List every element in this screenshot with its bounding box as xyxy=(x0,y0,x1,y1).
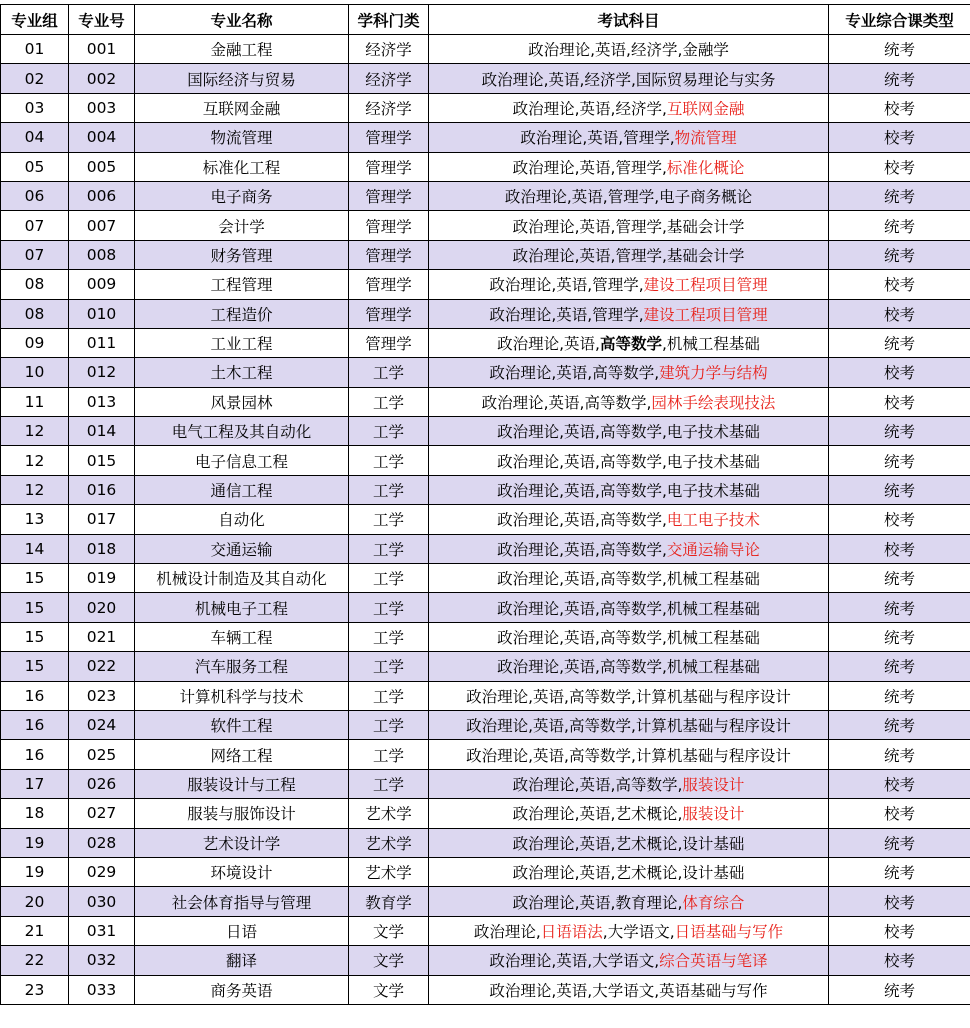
cell-category: 工学 xyxy=(349,681,429,710)
table-row xyxy=(1,35,970,64)
subject-text: 政治理论,英语,大学语文,英语基础与写作 xyxy=(489,981,768,1000)
cell-major-name: 翻译 xyxy=(135,946,349,975)
cell-major-name: 日语 xyxy=(135,916,349,945)
subject-school-exam: 电工电子技术 xyxy=(666,511,760,530)
cell-group: 15 xyxy=(1,622,69,651)
subject-school-exam: 服装设计 xyxy=(682,805,745,824)
cell-subjects xyxy=(429,828,829,857)
subject-text: 政治理论,英语,高等数学, xyxy=(497,540,667,559)
cell-major-name: 风景园林 xyxy=(135,387,349,416)
cell-category: 文学 xyxy=(349,975,429,1004)
cell-major-name: 软件工程 xyxy=(135,710,349,739)
cell-course-type: 统考 xyxy=(829,64,970,93)
cell-course-type: 统考 xyxy=(829,710,970,739)
cell-category: 管理学 xyxy=(349,299,429,328)
cell-category: 管理学 xyxy=(349,270,429,299)
cell-major-name: 环境设计 xyxy=(135,857,349,886)
cell-course-type: 统考 xyxy=(829,446,970,475)
cell-code: 031 xyxy=(69,916,135,945)
cell-code: 010 xyxy=(69,299,135,328)
cell-course-type: 统考 xyxy=(829,328,970,357)
subject-text: 政治理论,英语,管理学, xyxy=(489,276,644,295)
subject-school-exam: 建筑力学与结构 xyxy=(659,364,768,383)
subject-text: 政治理论,英语,高等数学, xyxy=(497,511,667,530)
cell-code: 021 xyxy=(69,622,135,651)
cell-code: 023 xyxy=(69,681,135,710)
cell-major-name: 金融工程 xyxy=(135,35,349,64)
cell-category: 工学 xyxy=(349,593,429,622)
cell-major-name: 交通运输 xyxy=(135,534,349,563)
cell-major-name: 工程管理 xyxy=(135,270,349,299)
cell-group: 10 xyxy=(1,358,69,387)
cell-subjects xyxy=(429,299,829,328)
cell-course-type: 校考 xyxy=(829,799,970,828)
cell-category: 工学 xyxy=(349,740,429,769)
cell-code: 030 xyxy=(69,887,135,916)
cell-code: 005 xyxy=(69,152,135,181)
subject-text: ,机械工程基础 xyxy=(661,335,760,354)
subject-text: 政治理论,英语,高等数学,电子技术基础 xyxy=(497,452,760,471)
cell-code: 003 xyxy=(69,93,135,122)
cell-subjects xyxy=(429,857,829,886)
cell-course-type: 校考 xyxy=(829,358,970,387)
cell-major-name: 艺术设计学 xyxy=(135,828,349,857)
cell-group: 07 xyxy=(1,211,69,240)
cell-category: 管理学 xyxy=(349,211,429,240)
cell-major-name: 网络工程 xyxy=(135,740,349,769)
cell-subjects xyxy=(429,887,829,916)
cell-subjects xyxy=(429,328,829,357)
cell-code: 025 xyxy=(69,740,135,769)
cell-category: 工学 xyxy=(349,652,429,681)
cell-major-name: 电气工程及其自动化 xyxy=(135,417,349,446)
table-row xyxy=(1,417,970,446)
cell-category: 工学 xyxy=(349,769,429,798)
cell-course-type: 统考 xyxy=(829,211,970,240)
cell-course-type: 校考 xyxy=(829,534,970,563)
subject-text: 政治理论,英语,高等数学,机械工程基础 xyxy=(497,658,760,677)
cell-code: 001 xyxy=(69,35,135,64)
cell-major-name: 土木工程 xyxy=(135,358,349,387)
subject-text: 政治理论,英语,管理学, xyxy=(512,158,667,177)
cell-group: 01 xyxy=(1,35,69,64)
cell-group: 17 xyxy=(1,769,69,798)
cell-subjects xyxy=(429,417,829,446)
cell-subjects xyxy=(429,975,829,1004)
table-row xyxy=(1,622,970,651)
cell-code: 008 xyxy=(69,240,135,269)
cell-course-type: 统考 xyxy=(829,475,970,504)
table-row xyxy=(1,740,970,769)
subject-text: 政治理论,英语,管理学,基础会计学 xyxy=(512,217,745,236)
table-row xyxy=(1,93,970,122)
subject-school-exam: 互联网金融 xyxy=(666,99,745,118)
cell-subjects xyxy=(429,916,829,945)
cell-major-name: 国际经济与贸易 xyxy=(135,64,349,93)
cell-group: 18 xyxy=(1,799,69,828)
cell-major-name: 车辆工程 xyxy=(135,622,349,651)
cell-major-name: 通信工程 xyxy=(135,475,349,504)
table-row xyxy=(1,358,970,387)
subject-text: 政治理论,英语,教育理论, xyxy=(512,893,683,912)
table-row xyxy=(1,769,970,798)
cell-group: 19 xyxy=(1,828,69,857)
cell-subjects xyxy=(429,505,829,534)
subject-text: 政治理论,英语,经济学, xyxy=(512,99,667,118)
cell-category: 管理学 xyxy=(349,152,429,181)
table-row xyxy=(1,593,970,622)
cell-major-name: 机械电子工程 xyxy=(135,593,349,622)
cell-group: 16 xyxy=(1,681,69,710)
cell-subjects xyxy=(429,358,829,387)
cell-course-type: 统考 xyxy=(829,564,970,593)
table-row xyxy=(1,710,970,739)
table-row xyxy=(1,681,970,710)
cell-course-type: 统考 xyxy=(829,240,970,269)
subject-text: 政治理论,英语,艺术概论, xyxy=(512,805,683,824)
cell-course-type: 统考 xyxy=(829,652,970,681)
cell-subjects xyxy=(429,475,829,504)
table-row xyxy=(1,475,970,504)
cell-code: 026 xyxy=(69,769,135,798)
subject-text: 政治理论,英语,管理学, xyxy=(489,305,644,324)
subject-school-exam: 交通运输导论 xyxy=(666,540,760,559)
cell-group: 21 xyxy=(1,916,69,945)
subject-text: 政治理论, xyxy=(473,922,541,941)
cell-code: 027 xyxy=(69,799,135,828)
subject-text: 政治理论,英语,高等数学,机械工程基础 xyxy=(497,599,760,618)
subject-text: 政治理论,英语,高等数学,计算机基础与程序设计 xyxy=(466,687,791,706)
cell-group: 09 xyxy=(1,328,69,357)
cell-course-type: 校考 xyxy=(829,123,970,152)
cell-category: 经济学 xyxy=(349,64,429,93)
table-row xyxy=(1,446,970,475)
cell-group: 15 xyxy=(1,652,69,681)
cell-major-name: 互联网金融 xyxy=(135,93,349,122)
majors-table xyxy=(0,4,970,1005)
subject-emphasis: 高等数学 xyxy=(599,335,662,354)
cell-code: 013 xyxy=(69,387,135,416)
table-row xyxy=(1,887,970,916)
cell-course-type: 校考 xyxy=(829,887,970,916)
cell-major-name: 工业工程 xyxy=(135,328,349,357)
subject-school-exam: 服装设计 xyxy=(682,775,745,794)
cell-major-name: 财务管理 xyxy=(135,240,349,269)
cell-major-name: 物流管理 xyxy=(135,123,349,152)
subject-school-exam: 物流管理 xyxy=(674,129,737,148)
cell-category: 工学 xyxy=(349,534,429,563)
cell-group: 14 xyxy=(1,534,69,563)
subject-text: 政治理论,英语,经济学,金融学 xyxy=(528,41,729,60)
cell-category: 工学 xyxy=(349,358,429,387)
table-row xyxy=(1,152,970,181)
cell-category: 教育学 xyxy=(349,887,429,916)
table-row xyxy=(1,534,970,563)
table-row xyxy=(1,564,970,593)
cell-subjects xyxy=(429,270,829,299)
cell-major-name: 商务英语 xyxy=(135,975,349,1004)
cell-code: 024 xyxy=(69,710,135,739)
subject-text: 政治理论,英语,高等数学, xyxy=(489,364,660,383)
cell-category: 艺术学 xyxy=(349,857,429,886)
table-row xyxy=(1,916,970,945)
cell-code: 017 xyxy=(69,505,135,534)
cell-category: 工学 xyxy=(349,505,429,534)
cell-group: 07 xyxy=(1,240,69,269)
table-row xyxy=(1,299,970,328)
cell-category: 工学 xyxy=(349,446,429,475)
cell-subjects xyxy=(429,799,829,828)
cell-course-type: 统考 xyxy=(829,181,970,210)
header-group: 专业组 xyxy=(1,5,69,35)
cell-group: 02 xyxy=(1,64,69,93)
cell-major-name: 标准化工程 xyxy=(135,152,349,181)
cell-major-name: 电子商务 xyxy=(135,181,349,210)
cell-code: 022 xyxy=(69,652,135,681)
cell-category: 艺术学 xyxy=(349,799,429,828)
cell-category: 艺术学 xyxy=(349,828,429,857)
cell-course-type: 统考 xyxy=(829,417,970,446)
table-row xyxy=(1,946,970,975)
cell-major-name: 自动化 xyxy=(135,505,349,534)
cell-category: 管理学 xyxy=(349,123,429,152)
cell-course-type: 统考 xyxy=(829,35,970,64)
cell-group: 13 xyxy=(1,505,69,534)
cell-major-name: 服装设计与工程 xyxy=(135,769,349,798)
table-row xyxy=(1,828,970,857)
subject-school-exam: 日语基础与写作 xyxy=(674,922,784,941)
cell-course-type: 校考 xyxy=(829,93,970,122)
cell-major-name: 会计学 xyxy=(135,211,349,240)
table-row xyxy=(1,387,970,416)
cell-subjects xyxy=(429,593,829,622)
cell-category: 经济学 xyxy=(349,35,429,64)
cell-course-type: 校考 xyxy=(829,946,970,975)
cell-code: 028 xyxy=(69,828,135,857)
subject-text: 政治理论,英语,高等数学, xyxy=(481,393,652,412)
cell-subjects xyxy=(429,181,829,210)
cell-subjects xyxy=(429,769,829,798)
cell-category: 工学 xyxy=(349,622,429,651)
cell-course-type: 校考 xyxy=(829,505,970,534)
cell-course-type: 校考 xyxy=(829,270,970,299)
cell-subjects xyxy=(429,740,829,769)
table-row xyxy=(1,505,970,534)
cell-subjects xyxy=(429,240,829,269)
cell-group: 15 xyxy=(1,564,69,593)
cell-course-type: 统考 xyxy=(829,828,970,857)
cell-group: 08 xyxy=(1,270,69,299)
cell-category: 文学 xyxy=(349,916,429,945)
cell-category: 管理学 xyxy=(349,240,429,269)
header-code: 专业号 xyxy=(69,5,135,35)
cell-group: 12 xyxy=(1,446,69,475)
table-row xyxy=(1,211,970,240)
subject-text: 政治理论,英语,高等数学,计算机基础与程序设计 xyxy=(466,746,791,765)
cell-major-name: 社会体育指导与管理 xyxy=(135,887,349,916)
header-subjects: 考试科目 xyxy=(429,5,829,35)
cell-major-name: 汽车服务工程 xyxy=(135,652,349,681)
cell-group: 04 xyxy=(1,123,69,152)
cell-major-name: 机械设计制造及其自动化 xyxy=(135,564,349,593)
cell-code: 029 xyxy=(69,857,135,886)
cell-subjects xyxy=(429,652,829,681)
cell-major-name: 服装与服饰设计 xyxy=(135,799,349,828)
header-major-name: 专业名称 xyxy=(135,5,349,35)
cell-code: 018 xyxy=(69,534,135,563)
table-header xyxy=(1,5,970,35)
table-row xyxy=(1,975,970,1004)
cell-course-type: 校考 xyxy=(829,299,970,328)
cell-group: 03 xyxy=(1,93,69,122)
cell-course-type: 校考 xyxy=(829,769,970,798)
subject-text: 政治理论,英语,管理学,基础会计学 xyxy=(512,246,745,265)
cell-subjects xyxy=(429,35,829,64)
cell-subjects xyxy=(429,681,829,710)
cell-code: 019 xyxy=(69,564,135,593)
cell-group: 22 xyxy=(1,946,69,975)
cell-code: 032 xyxy=(69,946,135,975)
subject-text: ,大学语文, xyxy=(602,922,675,941)
cell-course-type: 统考 xyxy=(829,622,970,651)
table-row xyxy=(1,857,970,886)
subject-text: 政治理论,英语, xyxy=(497,335,600,354)
cell-course-type: 统考 xyxy=(829,857,970,886)
cell-code: 011 xyxy=(69,328,135,357)
table-row xyxy=(1,64,970,93)
cell-category: 管理学 xyxy=(349,181,429,210)
table-body xyxy=(1,35,970,1005)
cell-category: 管理学 xyxy=(349,328,429,357)
subject-school-exam: 综合英语与笔译 xyxy=(659,952,768,971)
cell-group: 05 xyxy=(1,152,69,181)
subject-school-exam: 建设工程项目管理 xyxy=(643,305,768,324)
table-row xyxy=(1,328,970,357)
cell-code: 015 xyxy=(69,446,135,475)
cell-code: 004 xyxy=(69,123,135,152)
table-row xyxy=(1,652,970,681)
subject-text: 政治理论,英语,高等数学,电子技术基础 xyxy=(497,423,760,442)
cell-code: 014 xyxy=(69,417,135,446)
table-row xyxy=(1,181,970,210)
cell-group: 19 xyxy=(1,857,69,886)
subject-text: 政治理论,英语,高等数学,计算机基础与程序设计 xyxy=(466,717,791,736)
cell-category: 文学 xyxy=(349,946,429,975)
cell-code: 016 xyxy=(69,475,135,504)
cell-subjects xyxy=(429,622,829,651)
cell-subjects xyxy=(429,564,829,593)
cell-course-type: 校考 xyxy=(829,916,970,945)
cell-code: 033 xyxy=(69,975,135,1004)
cell-category: 工学 xyxy=(349,417,429,446)
cell-group: 12 xyxy=(1,417,69,446)
cell-group: 20 xyxy=(1,887,69,916)
cell-subjects xyxy=(429,93,829,122)
subject-text: 政治理论,英语,艺术概论,设计基础 xyxy=(512,834,745,853)
subject-text: 政治理论,英语,管理学,电子商务概论 xyxy=(504,188,753,207)
cell-category: 工学 xyxy=(349,387,429,416)
cell-group: 16 xyxy=(1,740,69,769)
table-row xyxy=(1,799,970,828)
subject-school-exam: 园林手绘表现技法 xyxy=(651,393,776,412)
header-course-type: 专业综合课类型 xyxy=(829,5,970,35)
cell-subjects xyxy=(429,211,829,240)
subject-school-exam: 体育综合 xyxy=(682,893,745,912)
subject-school-exam: 标准化概论 xyxy=(666,158,745,177)
cell-category: 经济学 xyxy=(349,93,429,122)
cell-group: 08 xyxy=(1,299,69,328)
table-row xyxy=(1,123,970,152)
cell-code: 007 xyxy=(69,211,135,240)
subject-text: 政治理论,英语,高等数学,机械工程基础 xyxy=(497,570,760,589)
cell-course-type: 校考 xyxy=(829,152,970,181)
cell-code: 020 xyxy=(69,593,135,622)
cell-code: 012 xyxy=(69,358,135,387)
cell-course-type: 统考 xyxy=(829,975,970,1004)
table-row xyxy=(1,240,970,269)
cell-code: 009 xyxy=(69,270,135,299)
cell-group: 16 xyxy=(1,710,69,739)
cell-course-type: 统考 xyxy=(829,740,970,769)
cell-subjects xyxy=(429,446,829,475)
cell-subjects xyxy=(429,387,829,416)
header-category: 学科门类 xyxy=(349,5,429,35)
subject-text: 政治理论,英语,高等数学,机械工程基础 xyxy=(497,629,760,647)
cell-category: 工学 xyxy=(349,710,429,739)
cell-code: 002 xyxy=(69,64,135,93)
cell-group: 12 xyxy=(1,475,69,504)
cell-group: 15 xyxy=(1,593,69,622)
cell-group: 06 xyxy=(1,181,69,210)
cell-course-type: 统考 xyxy=(829,681,970,710)
cell-subjects xyxy=(429,123,829,152)
cell-course-type: 统考 xyxy=(829,593,970,622)
subject-text: 政治理论,英语,大学语文, xyxy=(489,952,660,971)
cell-group: 11 xyxy=(1,387,69,416)
table-row xyxy=(1,270,970,299)
cell-major-name: 工程造价 xyxy=(135,299,349,328)
subject-text: 政治理论,英语,高等数学, xyxy=(512,775,683,794)
cell-category: 工学 xyxy=(349,564,429,593)
cell-subjects xyxy=(429,152,829,181)
subject-school-exam: 建设工程项目管理 xyxy=(643,276,768,295)
subject-text: 政治理论,英语,经济学,国际贸易理论与实务 xyxy=(481,70,776,89)
cell-code: 006 xyxy=(69,181,135,210)
cell-subjects xyxy=(429,946,829,975)
header-row xyxy=(1,5,970,35)
cell-subjects xyxy=(429,534,829,563)
cell-category: 工学 xyxy=(349,475,429,504)
subject-text: 政治理论,英语,艺术概论,设计基础 xyxy=(512,864,745,883)
subject-text: 政治理论,英语,管理学, xyxy=(520,129,675,148)
subject-school-exam: 日语语法 xyxy=(540,922,603,941)
cell-major-name: 计算机科学与技术 xyxy=(135,681,349,710)
cell-course-type: 校考 xyxy=(829,387,970,416)
cell-subjects xyxy=(429,710,829,739)
cell-major-name: 电子信息工程 xyxy=(135,446,349,475)
cell-subjects xyxy=(429,64,829,93)
subject-text: 政治理论,英语,高等数学,电子技术基础 xyxy=(497,482,760,501)
cell-group: 23 xyxy=(1,975,69,1004)
